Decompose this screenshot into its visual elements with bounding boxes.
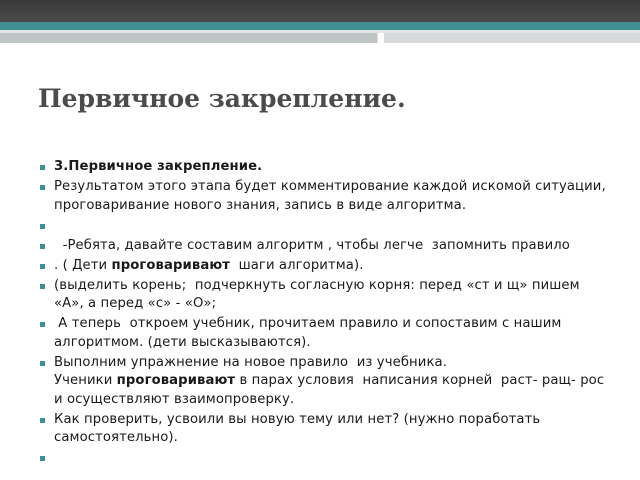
- bullet-item: Как проверить, усвоили вы новую тему или нет? (нужно поработать самостоятельно).: [40, 411, 610, 448]
- bullet-item-empty: [40, 217, 610, 236]
- bullet-item: -Ребята, давайте составим алгоритм , чтобы легче запомнить правило: [40, 237, 610, 256]
- header-grey-band: [0, 33, 640, 43]
- bullet-item: (выделить корень; подчеркнуть согласную корня: перед «ст и щ» пишем «А», а перед «с» - «О»;: [40, 277, 610, 314]
- slide-title: Первичное закрепление.: [38, 84, 406, 113]
- bullet-item-empty: [40, 449, 610, 468]
- bullet-item: А теперь откроем учебник, прочитаем правило и сопоставим с нашим алгоритмом. (дети высказываются).: [40, 315, 610, 352]
- bullet-item: . ( Дети проговаривают шаги алгоритма).: [40, 257, 610, 276]
- bullet-item: Результатом этого этапа будет комментирование каждой искомой ситуации, проговаривание нового знания, запись в виде алгоритма.: [40, 178, 610, 215]
- slide-bullet-list: [40, 158, 610, 469]
- header-dark-band: [0, 0, 640, 22]
- header-teal-band: [0, 22, 640, 30]
- bullet-item: Выполним упражнение на новое правило из учебника. Ученики проговаривают в парах условия написания корней раст- ращ- рос и осуществляют взаимопроверку.: [40, 354, 610, 410]
- bullet-item: 3.Первичное закрепление.: [40, 158, 610, 177]
